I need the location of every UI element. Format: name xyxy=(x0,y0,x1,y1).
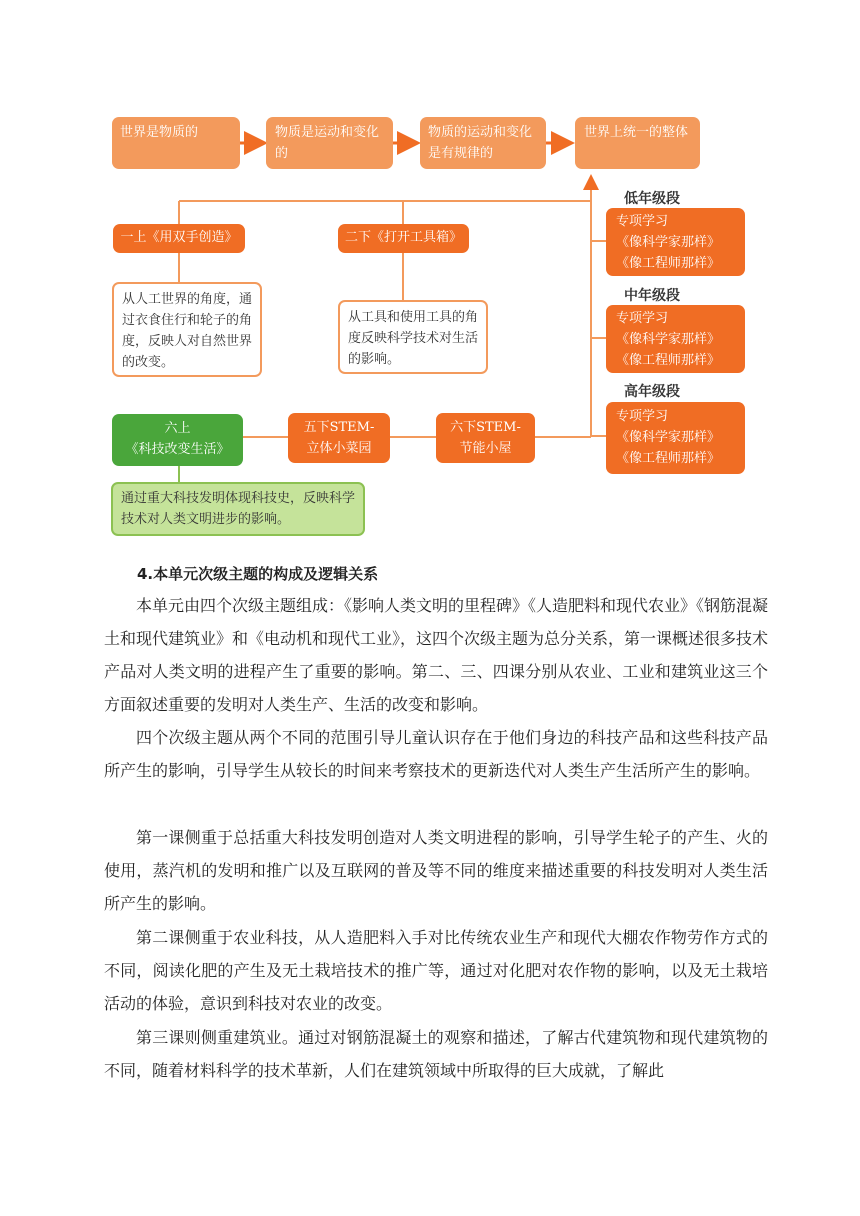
level-box-low xyxy=(606,208,745,276)
desc-one-up-text: 从人工世界的角度，通过衣食住行和轮子的角度，反映人对自然世界的改变。 xyxy=(122,292,253,370)
top-box-3-text: 物质的运动和变化是有规律的 xyxy=(428,125,533,161)
level-mid-line2: 《像科学家那样》 xyxy=(616,332,721,347)
unit-five-down-line1: 五下STEM- xyxy=(303,420,375,435)
top-box-1-text: 世界是物质的 xyxy=(120,125,199,140)
level-high-line3: 《像工程师那样》 xyxy=(616,451,721,466)
paragraph-2: 四个次级主题从两个不同的范围引导儿童认识存在于他们身边的科技产品和这些科技产品所产生的影响，引导学生从较长的时间来考察技术的更新迭代对人类生产生活所产生的影响。 xyxy=(104,728,768,780)
unit-one-up-label: 一上《用双手创造》 xyxy=(120,230,238,245)
top-box-4-text: 世界上统一的整体 xyxy=(584,125,689,140)
unit-six-down-line1: 六下STEM- xyxy=(450,420,521,435)
unit-two-down xyxy=(338,224,469,253)
top-box-3 xyxy=(420,117,546,169)
concept-diagram xyxy=(0,0,860,545)
desc-six-up xyxy=(111,482,365,536)
level-low-line2: 《像科学家那样》 xyxy=(616,235,721,250)
unit-six-up-line2: 《科技改变生活》 xyxy=(125,442,230,457)
level-box-high xyxy=(606,402,745,474)
desc-six-up-text: 通过重大科技发明体现科技史，反映科学技术对人类文明进步的影响。 xyxy=(121,491,356,527)
unit-five-down-line2: 立体小菜园 xyxy=(306,441,372,456)
top-box-2 xyxy=(266,117,393,169)
level-low-line3: 《像工程师那样》 xyxy=(616,256,721,271)
unit-six-down xyxy=(436,413,535,463)
desc-one-up xyxy=(112,282,262,377)
paragraph-3: 第一课侧重于总括重大科技发明创造对人类文明进程的影响，引导学生轮子的产生、火的使用，蒸汽机的发明和推广以及互联网的普及等不同的维度来描述重要的科技发明对人类生活所产生的影响。 xyxy=(104,828,768,913)
top-box-4 xyxy=(575,117,700,169)
level-high-line2: 《像科学家那样》 xyxy=(616,430,721,445)
level-label-mid: 中年级段 xyxy=(624,288,680,304)
unit-six-down-line2: 节能小屋 xyxy=(459,441,512,456)
paragraph-4: 第二课侧重于农业科技，从人造肥料入手对比传统农业生产和现代大棚农作物劳作方式的不同，阅读化肥的产生及无土栽培技术的推广等，通过对化肥对农作物的影响，以及无土栽培活动的体验，意识到科技对农业的改变。 xyxy=(104,928,768,1013)
level-label-low: 低年级段 xyxy=(624,191,680,207)
unit-six-up xyxy=(112,414,243,466)
top-box-1 xyxy=(112,117,240,169)
level-high-line1: 专项学习 xyxy=(616,409,669,424)
level-box-mid xyxy=(606,305,745,373)
paragraph-1: 本单元由四个次级主题组成：《影响人类文明的里程碑》《人造肥料和现代农业》《钢筋混凝土和现代建筑业》和《电动机和现代工业》，这四个次级主题为总分关系，第一课概述很多技术产品对人类文明的进程产生了重要的影响。第二、三、四课分别从农业、工业和建筑业这三个方面叙述重要的发明对人类生产、生活的改变和影响。 xyxy=(104,596,769,714)
section-title: 4.本单元次级主题的构成及逻辑关系 xyxy=(137,565,379,583)
top-box-2-text: 物质是运动和变化的 xyxy=(275,125,380,161)
level-label-high: 高年级段 xyxy=(624,384,680,400)
level-low-line1: 专项学习 xyxy=(616,214,669,229)
desc-two-down-text: 从工具和使用工具的角度反映科学技术对生活的影响。 xyxy=(348,310,479,367)
level-mid-line3: 《像工程师那样》 xyxy=(616,353,721,368)
paragraph-5: 第三课则侧重建筑业。通过对钢筋混凝土的观察和描述，了解古代建筑物和现代建筑物的不同，随着材料科学的技术革新，人们在建筑领域中所取得的巨大成就，了解此 xyxy=(104,1028,768,1080)
unit-six-up-line1: 六上 xyxy=(164,421,191,436)
desc-two-down xyxy=(338,300,488,374)
unit-one-up xyxy=(113,224,245,253)
unit-five-down xyxy=(288,413,390,463)
level-mid-line1: 专项学习 xyxy=(616,311,669,326)
unit-two-down-label: 二下《打开工具箱》 xyxy=(344,230,462,245)
